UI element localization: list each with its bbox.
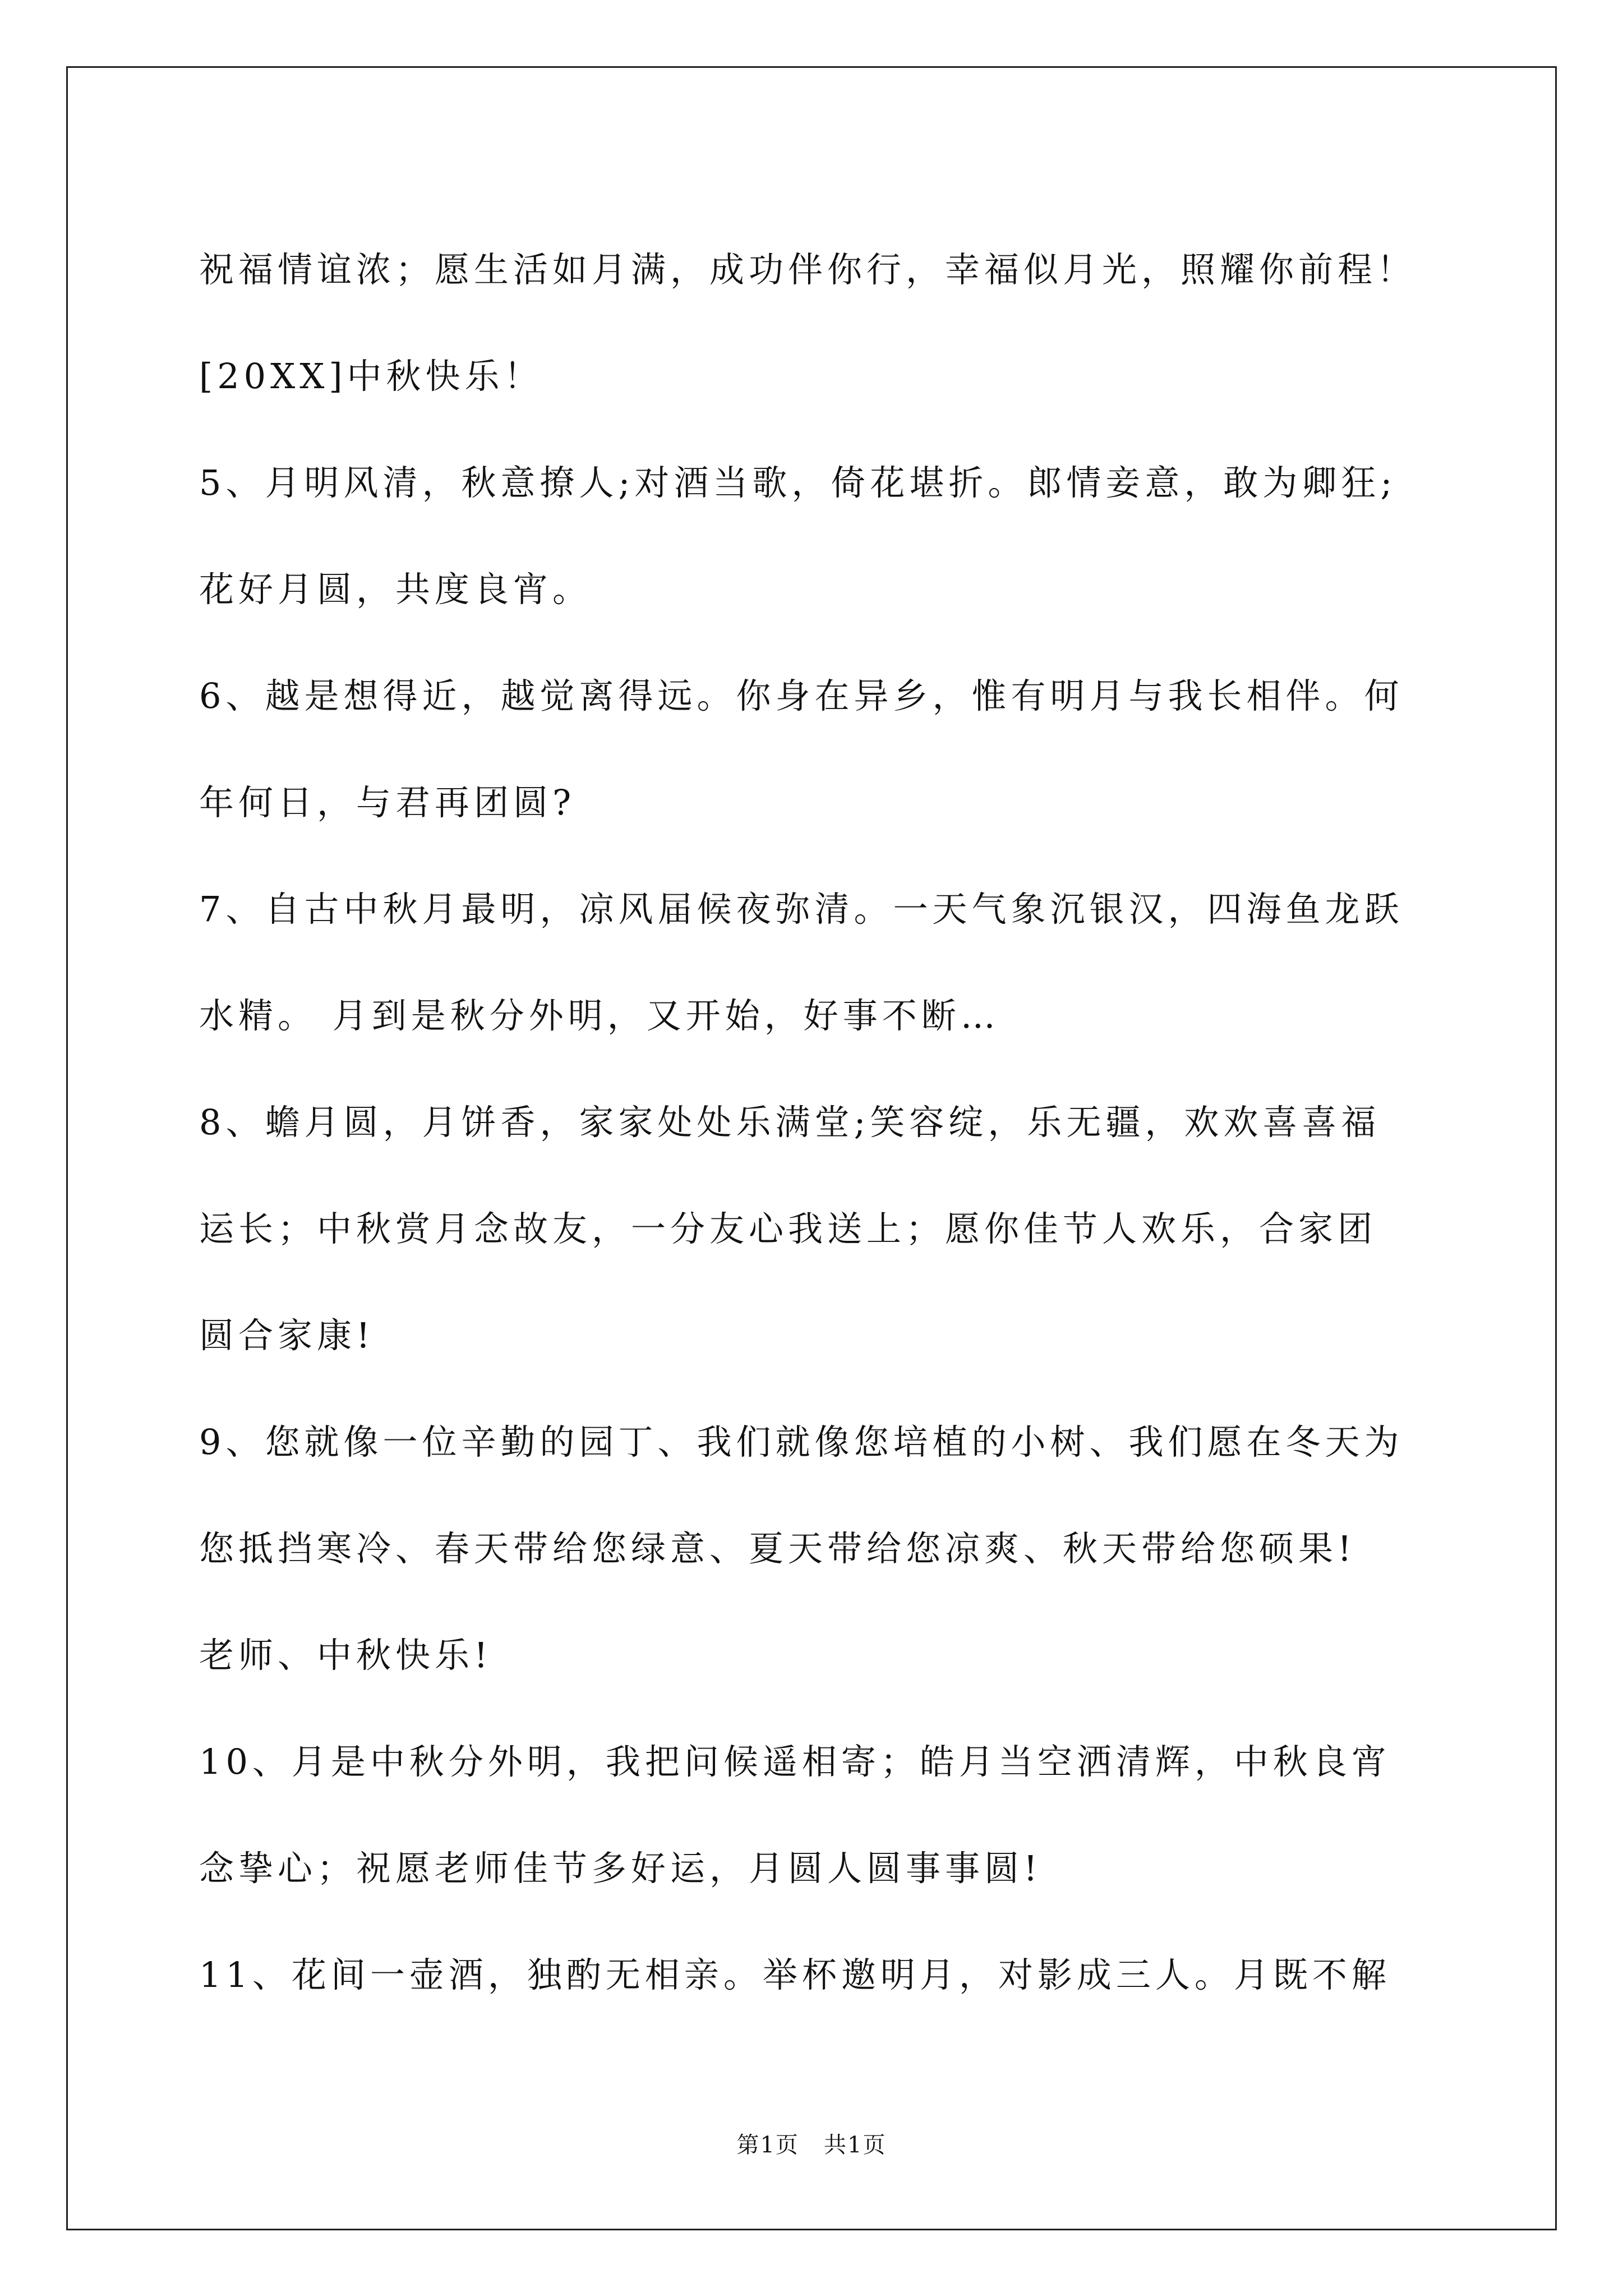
text-line: 圆合家康! (199, 1314, 375, 1356)
text-line: [20XX]中秋快乐！ (199, 355, 543, 397)
text-line: 水精。 月到是秋分外明，又开始，好事不断… (199, 995, 1000, 1036)
document-body (199, 213, 1433, 2025)
text-line: 7、自古中秋月最明，凉风届候夜弥清。一天气象沉银汉，四海鱼龙跃 (199, 888, 1404, 930)
text-line: 运长；中秋赏月念故友，一分友心我送上；愿你佳节人欢乐，合家团 (199, 1208, 1377, 1249)
text-line: 9、您就像一位辛勤的园丁、我们就像您培植的小树、我们愿在冬天为 (199, 1421, 1404, 1462)
text-line: 念挚心；祝愿老师佳节多好运，月圆人圆事事圆! (199, 1847, 1042, 1889)
text-line: 您抵挡寒冷、春天带给您绿意、夏天带给您凉爽、秋天带给您硕果! (199, 1527, 1356, 1569)
text-line: 老师、中秋快乐! (199, 1634, 492, 1676)
text-line: 10、月是中秋分外明，我把问候遥相寄；皓月当空洒清辉，中秋良宵 (199, 1741, 1391, 1782)
text-line: 花好月圆，共度良宵。 (199, 568, 592, 610)
text-line: 11、花间一壶酒，独酌无相亲。举杯邀明月，对影成三人。月既不解 (199, 1954, 1391, 1995)
text-line: 8、蟾月圆，月饼香，家家处处乐满堂;笑容绽，乐无疆，欢欢喜喜福 (199, 1101, 1381, 1143)
text-line: 年何日，与君再团圆? (199, 781, 576, 823)
text-line: 6、越是想得近，越觉离得远。你身在异乡，惟有明月与我长相伴。何 (199, 675, 1404, 716)
text-line: 5、月明风清，秋意撩人;对酒当歌，倚花堪折。郎情妾意，敢为卿狂; (199, 462, 1397, 503)
page-footer: 第1页 共1页 (736, 2132, 887, 2158)
text-line: 祝福情谊浓；愿生活如月满，成功伴你行，幸福似月光，照耀你前程！ (199, 249, 1417, 290)
